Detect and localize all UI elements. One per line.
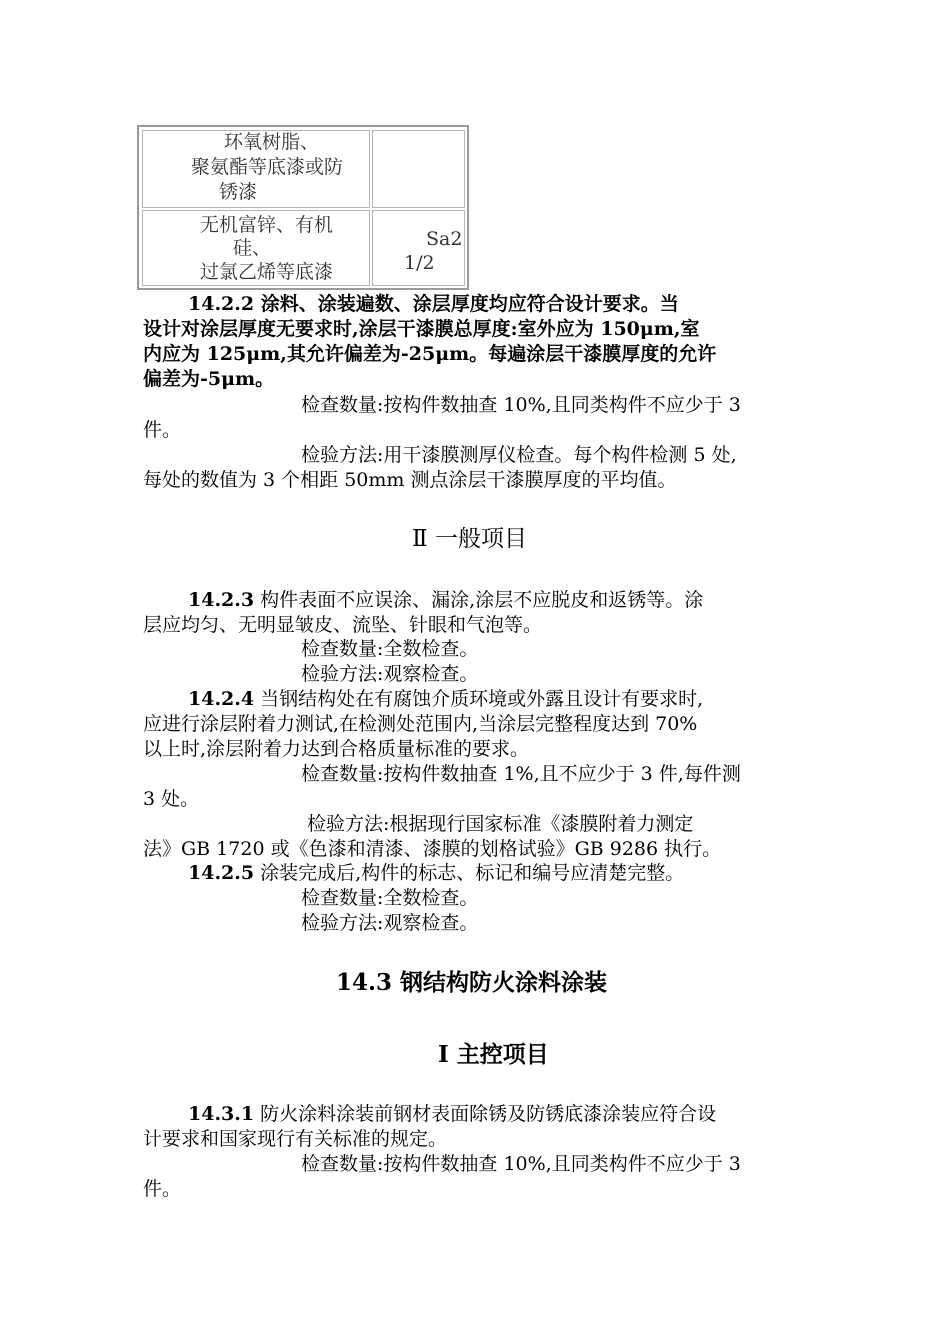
clause-14-2-5-number: 14.2.5 bbox=[188, 862, 255, 884]
clause-14-2-4-line-1 bbox=[188, 687, 703, 711]
clause-14-2-5-text: 涂装完成后,构件的标志、标记和编号应清楚完整。 bbox=[254, 862, 685, 884]
clause-14-2-4-line-3: 以上时,涂层附着力达到合格质量标准的要求。 bbox=[143, 738, 530, 760]
clause-14-2-4-text: 当钢结构处在有腐蚀介质环境或外露且设计有要求时, bbox=[254, 688, 704, 710]
clause-14-2-4-qty-line-2: 3 处。 bbox=[143, 788, 200, 810]
clause-14-2-5-method: 检验方法:观察检查。 bbox=[301, 912, 479, 934]
clause-14-2-3-line-2: 层应均匀、无明显皱皮、流坠、针眼和气泡等。 bbox=[143, 614, 543, 636]
clause-14-2-2-method-line-1: 检验方法:用干漆膜测厚仪检查。每个构件检测 5 处, bbox=[301, 444, 737, 466]
table-row-2-material-line-3: 过氯乙烯等底漆 bbox=[200, 261, 334, 283]
clause-14-3-1-line-2: 计要求和国家现行有关标准的规定。 bbox=[143, 1128, 448, 1150]
clause-14-3-1-qty-line-2: 件。 bbox=[143, 1178, 182, 1200]
clause-14-2-2-line-2: 设计对涂层厚度无要求时,涂层干漆膜总厚度:室外应为 150μm,室 bbox=[143, 318, 700, 340]
clause-14-3-1-qty-line-1: 检查数量:按构件数抽查 10%,且同类构件不应少于 3 bbox=[301, 1153, 741, 1175]
clause-14-2-2-line-1: 14.2.2 涂料、涂装遍数、涂层厚度均应符合设计要求。当 bbox=[188, 293, 679, 315]
coating-table bbox=[137, 125, 469, 290]
table-row-1-material-line-3: 锈漆 bbox=[219, 181, 258, 203]
table-row-2-material-line-1: 无机富锌、有机 bbox=[200, 214, 334, 236]
clause-14-2-4-line-2: 应进行涂层附着力测试,在检测处范围内,当涂层完整程度达到 70% bbox=[143, 713, 698, 735]
clause-14-2-2-line-4: 偏差为-5μm。 bbox=[143, 368, 275, 390]
table-row-2-grade-line-2: 1/2 bbox=[404, 252, 435, 274]
clause-14-2-4-method-line-1: 检验方法:根据现行国家标准《漆膜附着力测定 bbox=[307, 813, 694, 835]
table-row-1-material-line-1: 环氧树脂、 bbox=[224, 131, 320, 153]
clause-14-2-3-line-1 bbox=[188, 588, 703, 612]
table-row-2-grade-line-1: Sa2 bbox=[426, 228, 463, 250]
clause-14-2-2-qty-line-1: 检查数量:按构件数抽查 10%,且同类构件不应少于 3 bbox=[301, 394, 741, 416]
clause-14-2-3-text: 构件表面不应误涂、漏涂,涂层不应脱皮和返锈等。涂 bbox=[254, 589, 704, 611]
clause-14-3-1-line-1 bbox=[188, 1102, 716, 1126]
table-row-2-material-line-2: 硅、 bbox=[233, 237, 272, 259]
clause-14-2-2-line-3: 内应为 125μm,其允许偏差为-25μm。每遍涂层干漆膜厚度的允许 bbox=[143, 343, 717, 365]
heading-fire-coating: 14.3 钢结构防火涂料涂装 bbox=[336, 969, 608, 996]
heading-general-items: Ⅱ 一般项目 bbox=[412, 526, 527, 552]
clause-14-2-4-method-line-2: 法》GB 1720 或《色漆和清漆、漆膜的划格试验》GB 9286 执行。 bbox=[143, 838, 722, 860]
clause-14-2-2-method-line-2: 每处的数值为 3 个相距 50mm 测点涂层干漆膜厚度的平均值。 bbox=[143, 469, 677, 491]
clause-14-2-5-qty: 检查数量:全数检查。 bbox=[301, 887, 479, 909]
heading-main-control-items: Ⅰ 主控项目 bbox=[438, 1041, 549, 1068]
clause-14-3-1-text: 防火涂料涂装前钢材表面除锈及防锈底漆涂装应符合设 bbox=[254, 1103, 717, 1125]
clause-14-2-2-qty-line-2: 件。 bbox=[143, 419, 182, 441]
clause-14-2-5-line-1 bbox=[188, 861, 684, 885]
clause-14-2-3-number: 14.2.3 bbox=[188, 589, 255, 611]
clause-14-2-3-method: 检验方法:观察检查。 bbox=[301, 663, 479, 685]
table-row-1-grade-cell bbox=[372, 130, 465, 208]
clause-14-2-4-number: 14.2.4 bbox=[188, 688, 255, 710]
clause-14-3-1-number: 14.3.1 bbox=[188, 1103, 255, 1125]
clause-14-2-4-qty-line-1: 检查数量:按构件数抽查 1%,且不应少于 3 件,每件测 bbox=[301, 763, 741, 785]
clause-14-2-3-qty: 检查数量:全数检查。 bbox=[301, 638, 479, 660]
table-row-1-material-line-2: 聚氨酯等底漆或防 bbox=[191, 156, 344, 178]
